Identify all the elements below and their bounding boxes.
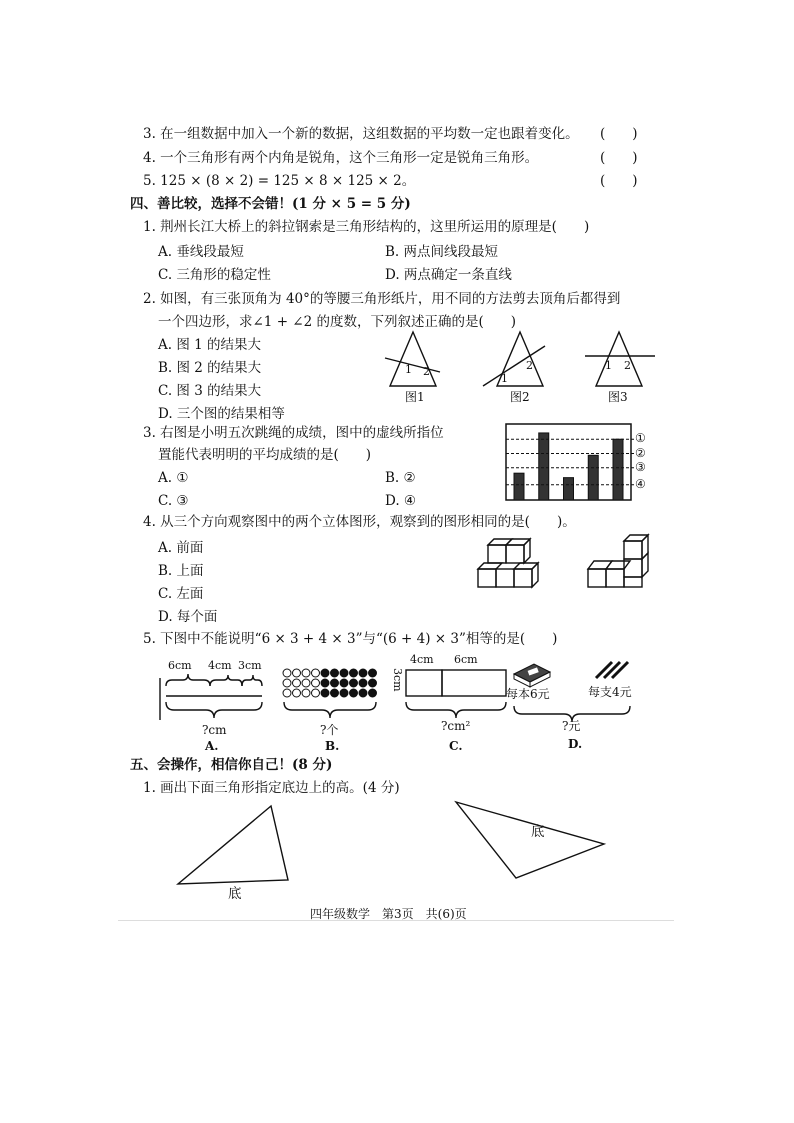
dot: [312, 669, 320, 677]
judge-item-5: 5. 125 × (8 × 2) = 125 × 8 × 125 × 2。: [143, 173, 416, 189]
q4-option-b[interactable]: B. 上面: [158, 563, 204, 579]
q4-option-c[interactable]: C. 左面: [158, 586, 204, 602]
option-b-brace: [282, 700, 382, 720]
section5-title: 五、会操作，相信你自己！(8 分): [130, 757, 333, 773]
fig2-angle-2: 2: [526, 359, 533, 372]
dot: [321, 669, 329, 677]
q4-option-a[interactable]: A. 前面: [158, 540, 204, 556]
q2-option-a[interactable]: A. 图 1 的结果大: [158, 337, 262, 353]
fig2-label: 图2: [510, 390, 530, 404]
dot: [359, 689, 367, 697]
q3-stem-line2: 置能代表明明的平均成绩的是( ): [158, 447, 372, 463]
option-d-letter[interactable]: D.: [568, 737, 583, 751]
triangle-right-base-label: 底: [531, 824, 545, 840]
dot: [302, 669, 310, 677]
c-question: ?cm²: [441, 719, 471, 733]
c-height-3cm: 3cm: [391, 668, 404, 692]
dot: [283, 679, 291, 687]
q3-option-d[interactable]: D. ④: [385, 493, 417, 509]
fig1-angle-1: 1: [405, 363, 412, 376]
bar-5: [613, 439, 623, 500]
fig3-angle-2: 2: [624, 359, 631, 372]
q3-option-c[interactable]: C. ③: [158, 493, 189, 509]
q4-stem: 4. 从三个方向观察图中的两个立体图形，观察到的图形相同的是( )。: [143, 514, 576, 530]
section4-title: 四、善比较，选择不会错！(1 分 × 5 = 5 分): [130, 196, 411, 212]
dot: [293, 689, 301, 697]
q5-stem: 5. 下图中不能说明“6 × 3 + 4 × 3”与“(6 + 4) × 3”相等的是( ): [143, 631, 558, 647]
d-price-pen: 每支4元: [588, 685, 632, 699]
q1-option-a[interactable]: A. 垂线段最短: [158, 244, 244, 260]
fig3-angle-1: 1: [605, 359, 612, 372]
section5-q1: 1. 画出下面三角形指定底边上的高。(4 分): [143, 780, 400, 796]
dot: [312, 689, 320, 697]
dot: [321, 679, 329, 687]
ref-line-marker-2: ②: [635, 445, 646, 460]
dot: [293, 669, 301, 677]
fig1-label: 图1: [405, 390, 425, 404]
q1-option-d[interactable]: D. 两点确定一条直线: [385, 267, 512, 283]
dot: [350, 669, 358, 677]
ref-line-marker-1: ①: [635, 431, 646, 446]
q1-option-b[interactable]: B. 两点间线段最短: [385, 244, 499, 260]
dot: [293, 679, 301, 687]
dot: [340, 679, 348, 687]
figure-3: [585, 332, 655, 386]
c-width-6cm: 6cm: [454, 653, 478, 666]
judge-paren-5[interactable]: ( ): [600, 173, 638, 189]
bar-2: [539, 433, 549, 500]
bar-3: [564, 478, 574, 500]
fig1-angle-2: 2: [423, 365, 430, 378]
q4-option-d[interactable]: D. 每个面: [158, 609, 218, 625]
dot: [340, 669, 348, 677]
dot: [283, 689, 291, 697]
pen-icon: [592, 658, 632, 682]
dot: [350, 679, 358, 687]
dot: [331, 669, 339, 677]
option-a-letter[interactable]: A.: [205, 739, 219, 753]
option-c-letter[interactable]: C.: [449, 739, 463, 753]
q1-stem: 1. 荆州长江大桥上的斜拉钢索是三角形结构的，这里所运用的原理是( ): [143, 219, 590, 235]
dot: [369, 679, 377, 687]
dot: [359, 679, 367, 687]
page-footer: 四年级数学 第3页 共(6)页: [310, 907, 467, 921]
q3-stem-line1: 3. 右图是小明五次跳绳的成绩，图中的虚线所指位: [143, 425, 444, 441]
triangle-left: [176, 802, 296, 892]
figure-2: [483, 332, 545, 386]
q3-option-b[interactable]: B. ②: [385, 470, 416, 486]
judge-paren-3[interactable]: ( ): [600, 126, 638, 142]
q2-option-c[interactable]: C. 图 3 的结果大: [158, 383, 262, 399]
c-width-4cm: 4cm: [410, 653, 434, 666]
option-b-letter[interactable]: B.: [325, 739, 340, 753]
q3-option-a[interactable]: A. ①: [158, 470, 189, 486]
judge-item-3: 3. 在一组数据中加入一个新的数据，这组数据的平均数一定也跟着变化。: [143, 126, 579, 142]
dot: [340, 689, 348, 697]
dot: [369, 669, 377, 677]
cube-figure-left: [478, 539, 538, 587]
q2-stem-line2: 一个四边形，求∠1 + ∠2 的度数，下列叙述正确的是( ): [158, 314, 517, 330]
dot: [321, 689, 329, 697]
d-price-book: 每本6元: [506, 687, 550, 701]
triangle-left-base-label: 底: [228, 886, 242, 902]
judge-paren-4[interactable]: ( ): [600, 150, 638, 166]
dot: [302, 689, 310, 697]
dot: [350, 689, 358, 697]
bar-1: [514, 473, 524, 500]
cube-figures: [478, 537, 678, 597]
b-question: ?个: [320, 723, 339, 737]
ref-line-marker-3: ③: [635, 459, 646, 474]
triangle-right: [452, 800, 612, 885]
q2-option-d[interactable]: D. 三个图的结果相等: [158, 406, 285, 422]
dot: [359, 669, 367, 677]
q2-option-b[interactable]: B. 图 2 的结果大: [158, 360, 262, 376]
bar-4: [588, 455, 598, 500]
jump-rope-bar-chart: [506, 424, 636, 502]
dot: [283, 669, 291, 677]
book-icon: [512, 662, 552, 688]
q2-stem-line1: 2. 如图，有三张顶角为 40°的等腰三角形纸片，用不同的方法剪去顶角后都得到: [143, 291, 621, 307]
dot: [302, 679, 310, 687]
dot: [369, 689, 377, 697]
figure-1: [385, 332, 440, 386]
a-seg-3cm: 3cm: [238, 659, 262, 672]
cube-figure-right: [588, 535, 648, 587]
fig3-label: 图3: [608, 390, 628, 404]
dot: [331, 679, 339, 687]
a-question: ?cm: [202, 723, 227, 737]
q1-option-c[interactable]: C. 三角形的稳定性: [158, 267, 271, 283]
fig2-angle-1: 1: [501, 372, 508, 385]
ref-line-marker-4: ④: [635, 476, 646, 491]
dot: [312, 679, 320, 687]
a-seg-6cm: 6cm: [168, 659, 192, 672]
a-seg-4cm: 4cm: [208, 659, 232, 672]
dot: [331, 689, 339, 697]
judge-item-4: 4. 一个三角形有两个内角是锐角，这个三角形一定是锐角三角形。: [143, 150, 539, 166]
d-question: ?元: [562, 719, 581, 733]
